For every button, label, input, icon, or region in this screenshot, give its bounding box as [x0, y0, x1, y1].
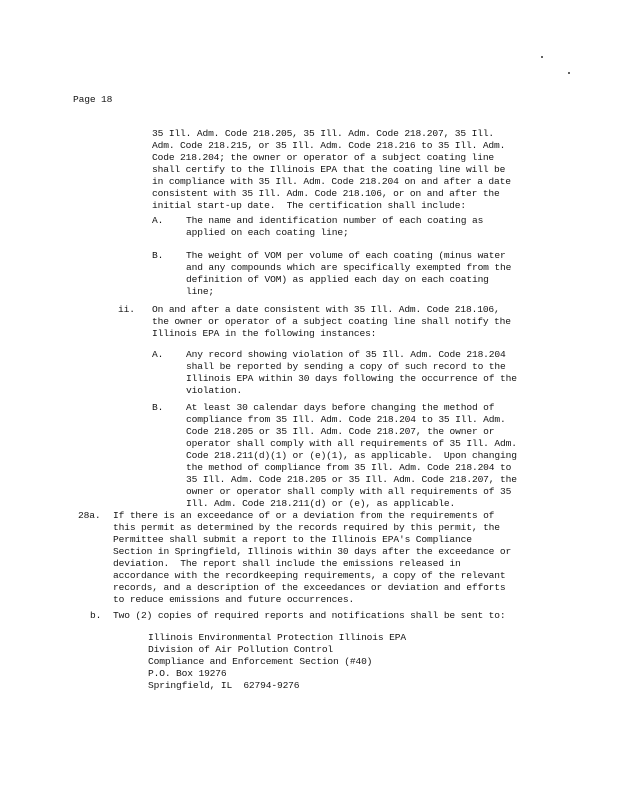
text-line: Adm. Code 218.215, or 35 Ill. Adm. Code 218.216 to 35 Ill. Adm. [152, 140, 506, 151]
item-text [113, 510, 511, 606]
text-line: compliance from 35 Ill. Adm. Code 218.204 to 35 Ill. Adm. [186, 414, 506, 425]
text-line: initial start-up date. The certification shall include: [152, 200, 467, 211]
text-line: to reduce emissions and future occurrences. [113, 594, 355, 605]
item-text [186, 250, 511, 298]
text-line: Any record showing violation of 35 Ill. Adm. Code 218.204 [186, 349, 506, 360]
text-line: If there is an exceedance of or a deviation from the requirements of [113, 510, 495, 521]
text-line: 35 Ill. Adm. Code 218.205 or 35 Ill. Adm. Code 218.207, the [186, 474, 517, 485]
text-line: On and after a date consistent with 35 Ill. Adm. Code 218.106, [152, 304, 500, 315]
text-line: the method of compliance from 35 Ill. Adm. Code 218.204 to [186, 462, 512, 473]
item-text [186, 349, 517, 397]
text-line: owner or operator shall comply with all requirements of 35 [186, 486, 512, 497]
text-line: operator shall comply with all requirements of 35 Ill. Adm. [186, 438, 517, 449]
item-label: ii. [118, 304, 135, 315]
intro-paragraph [152, 128, 511, 212]
text-line: applied on each coating line; [186, 227, 349, 238]
text-line: shall certify to the Illinois EPA that the coating line will be [152, 164, 506, 175]
text-line: Section in Springfield, Illinois within 30 days after the exceedance or [113, 546, 512, 557]
text-line: 35 Ill. Adm. Code 218.205, 35 Ill. Adm. Code 218.207, 35 Ill. [152, 128, 495, 139]
text-line: Two (2) copies of required reports and notifications shall be sent to: [113, 610, 506, 621]
text-line: At least 30 calendar days before changing the method of [186, 402, 495, 413]
text-line: Illinois EPA in the following instances: [152, 328, 377, 339]
text-line: definition of VOM) as applied each day on each coating [186, 274, 489, 285]
address-line: Division of Air Pollution Control [148, 644, 334, 655]
item-label: b. [90, 610, 102, 621]
text-line: this permit as determined by the records required by this permit, the [113, 522, 500, 533]
item-label: 28a. [78, 510, 101, 521]
address-line: Compliance and Enforcement Section (#40) [148, 656, 373, 667]
text-line: deviation. The report shall include the emissions released in [113, 558, 461, 569]
text-line: Code 218.211(d)(1) or (e)(1), as applicable. Upon changing [186, 450, 517, 461]
text-line: the owner or operator of a subject coating line shall notify the [152, 316, 511, 327]
address-line: Springfield, IL 62794-9276 [148, 680, 300, 691]
text-line: accordance with the recordkeeping requirements, a copy of the relevant [113, 570, 506, 581]
text-line: consistent with 35 Ill. Adm. Code 218.106, or on and after the [152, 188, 500, 199]
text-line: Permittee shall submit a report to the Illinois EPA's Compliance [113, 534, 472, 545]
text-line: records, and a description of the exceedances or deviation and efforts [113, 582, 506, 593]
address-line: Illinois Environmental Protection Illinois EPA [148, 632, 406, 643]
address-line: P.O. Box 19276 [148, 668, 227, 679]
text-line: Illinois EPA within 30 days following the occurrence of the [186, 373, 517, 384]
text-line: Code 218.204; the owner or operator of a subject coating line [152, 152, 495, 163]
item-text [113, 610, 506, 622]
text-line: line; [186, 286, 215, 297]
address-block [148, 632, 406, 692]
text-line: The weight of VOM per volume of each coating (minus water [186, 250, 506, 261]
text-line: Ill. Adm. Code 218.211(d) or (e), as applicable. [186, 498, 456, 509]
item-label: A. [152, 215, 164, 226]
text-line: violation. [186, 385, 243, 396]
text-line: shall be reported by sending a copy of such record to the [186, 361, 506, 372]
text-line: Code 218.205 or 35 Ill. Adm. Code 218.207, the owner or [186, 426, 495, 437]
item-text [186, 215, 483, 239]
item-label: A. [152, 349, 164, 360]
text-line: and any compounds which are specifically exempted from the [186, 262, 512, 273]
page-number: Page 18 [73, 94, 113, 105]
item-text [186, 402, 517, 510]
item-label: B. [152, 402, 164, 413]
item-label: B. [152, 250, 164, 261]
item-text [152, 304, 511, 340]
scan-speck [568, 72, 570, 74]
text-line: The name and identification number of each coating as [186, 215, 484, 226]
scan-speck [541, 56, 543, 58]
text-line: in compliance with 35 Ill. Adm. Code 218.204 on and after a date [152, 176, 511, 187]
